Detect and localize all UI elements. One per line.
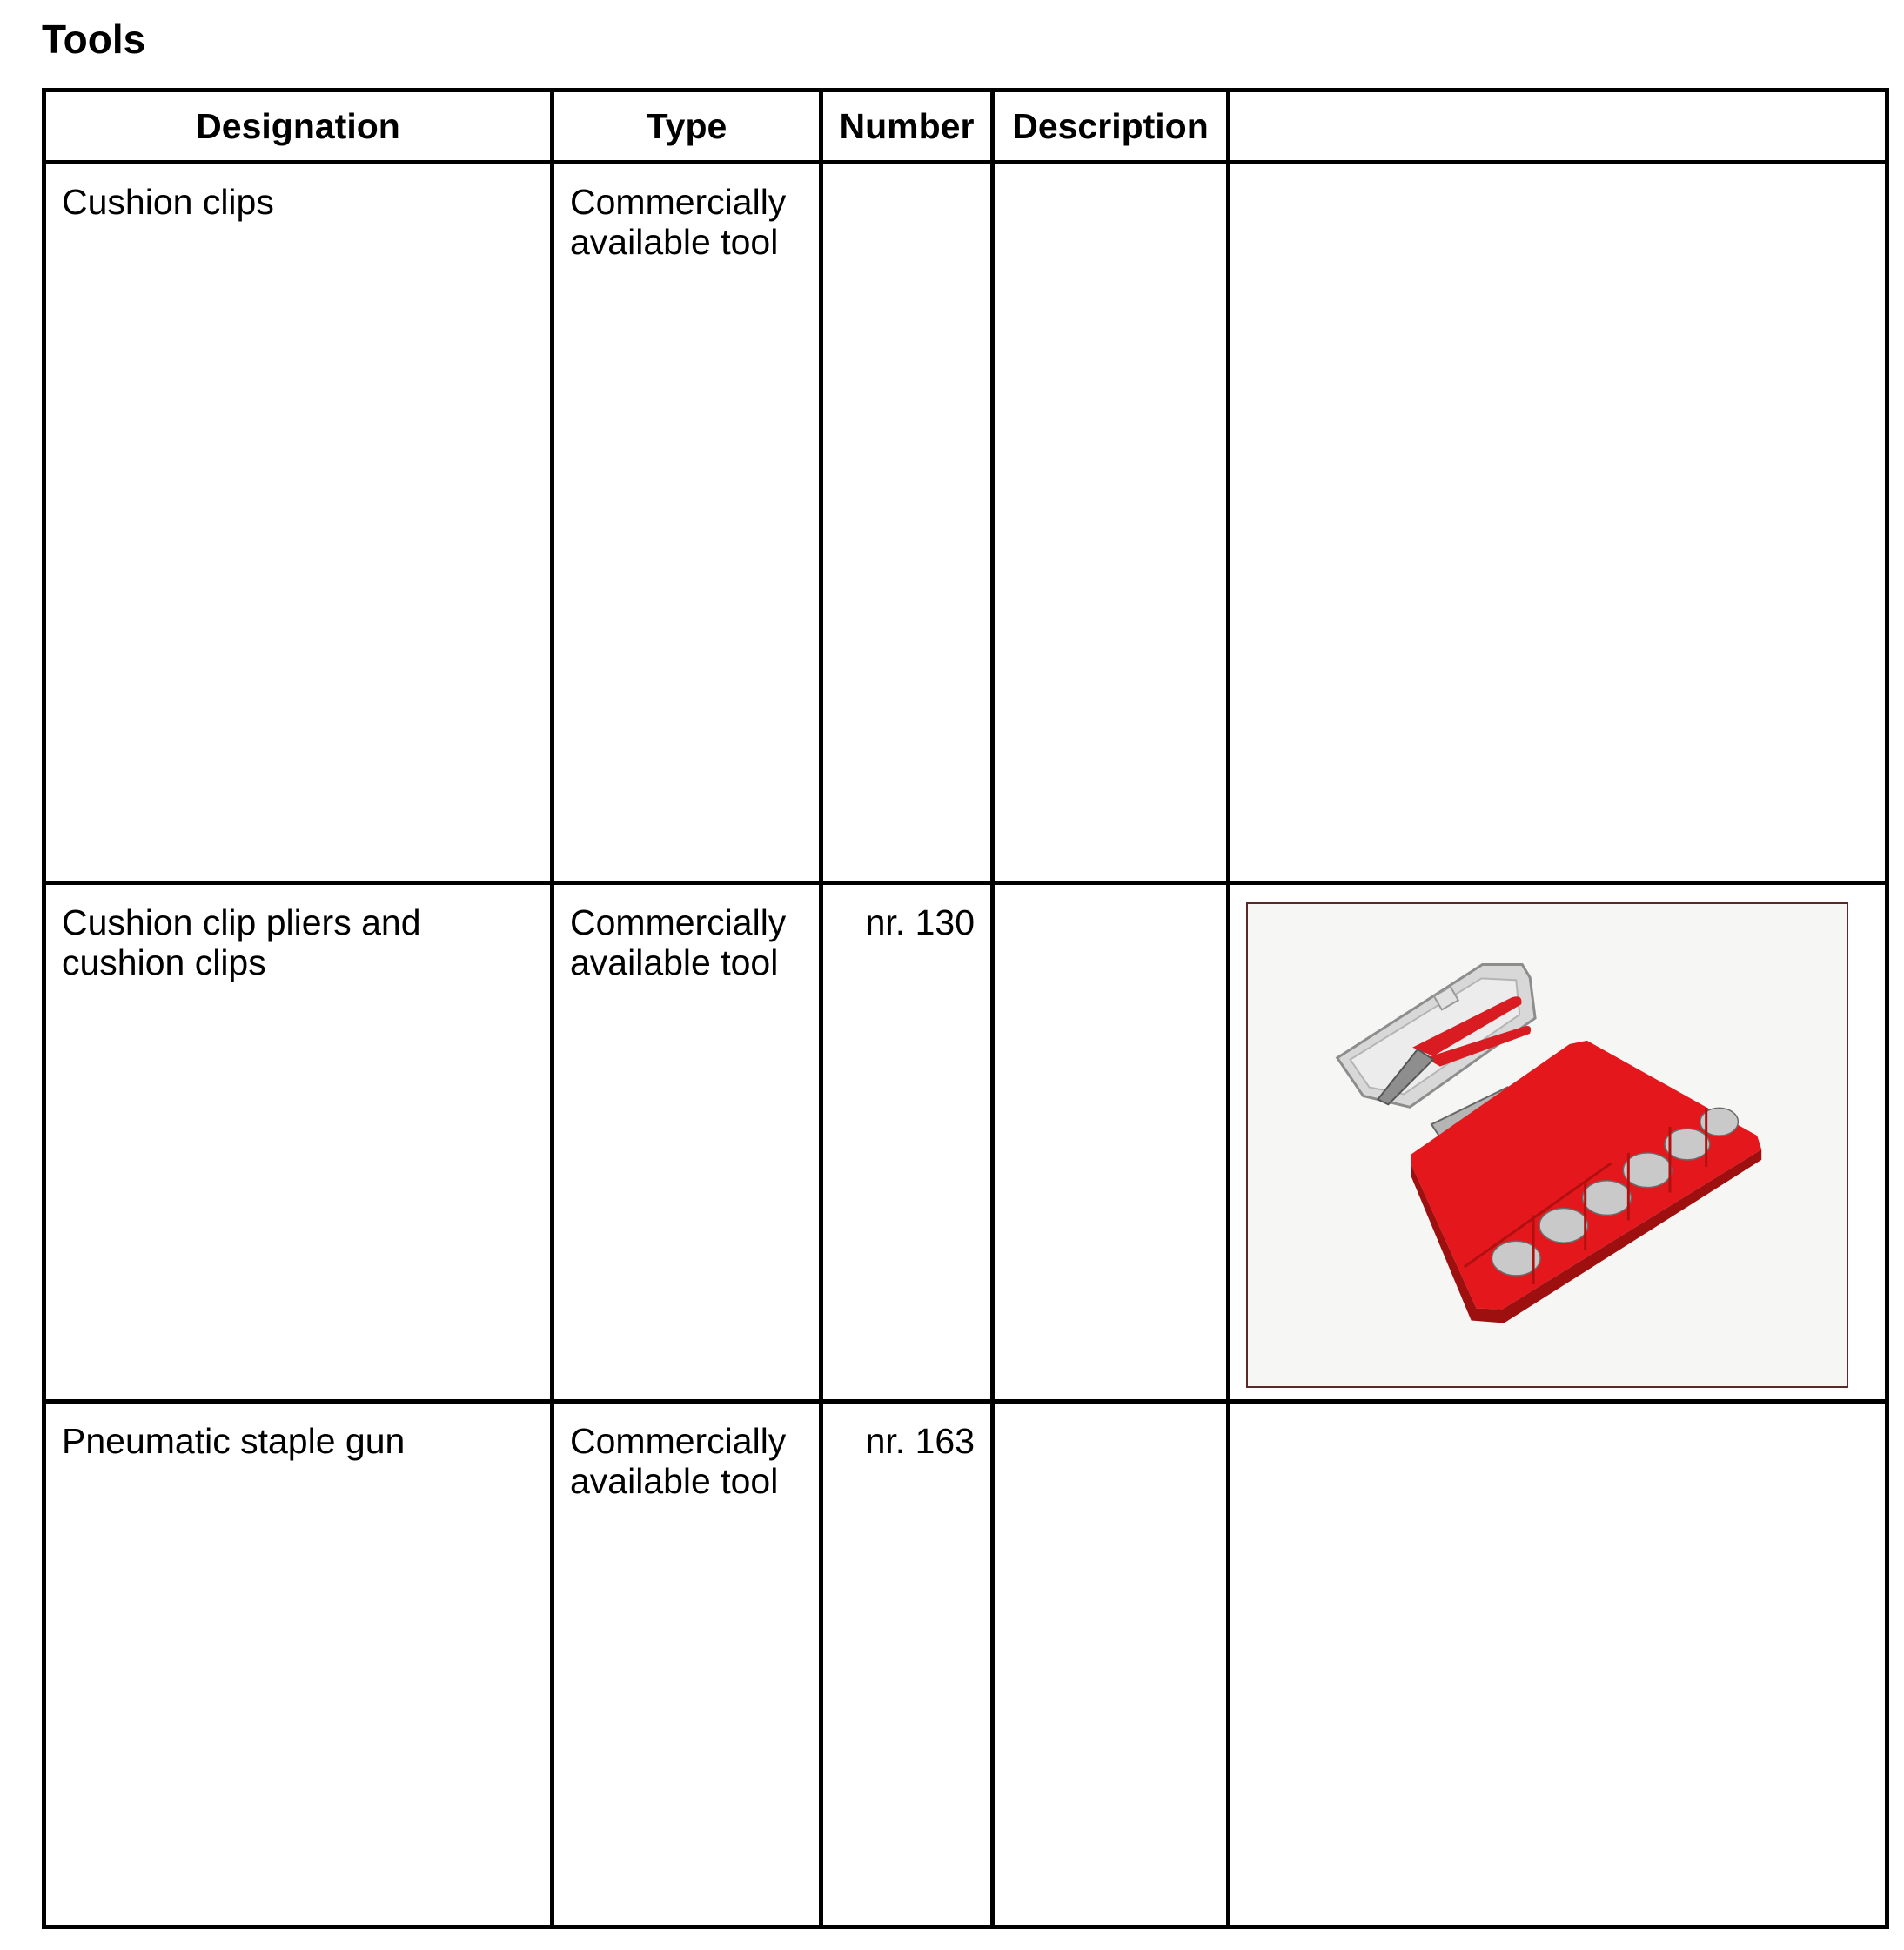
cell-image: [1229, 163, 1887, 883]
header-description: Description: [993, 90, 1229, 163]
cell-number: [821, 163, 993, 883]
header-designation: Designation: [44, 90, 553, 163]
cell-type: Commercially available tool: [553, 883, 821, 1402]
tools-table: [42, 88, 1889, 1929]
header-image: [1229, 90, 1887, 163]
cell-type: Commercially available tool: [553, 1402, 821, 1927]
cell-number: nr. 163: [821, 1402, 993, 1927]
table-header-row: [44, 90, 1887, 163]
cell-image: [1229, 883, 1887, 1402]
cell-designation: Cushion clips: [44, 163, 553, 883]
cell-description: [993, 1402, 1229, 1927]
cell-description: [993, 883, 1229, 1402]
cell-type: Commercially available tool: [553, 163, 821, 883]
cell-designation: Cushion clip pliers and cushion clips: [44, 883, 553, 1402]
cell-designation: Pneumatic staple gun: [44, 1402, 553, 1927]
table-row: [44, 883, 1887, 1402]
cell-description: [993, 163, 1229, 883]
header-type: Type: [553, 90, 821, 163]
clip-pliers-kit-icon: [1248, 904, 1847, 1386]
page-title: Tools: [42, 17, 146, 62]
cell-image: [1229, 1402, 1887, 1927]
cell-number: nr. 130: [821, 883, 993, 1402]
cushion-clip-pliers-kit-photo: [1246, 902, 1848, 1388]
table-row: [44, 163, 1887, 883]
header-number: Number: [821, 90, 993, 163]
table-row: [44, 1402, 1887, 1927]
